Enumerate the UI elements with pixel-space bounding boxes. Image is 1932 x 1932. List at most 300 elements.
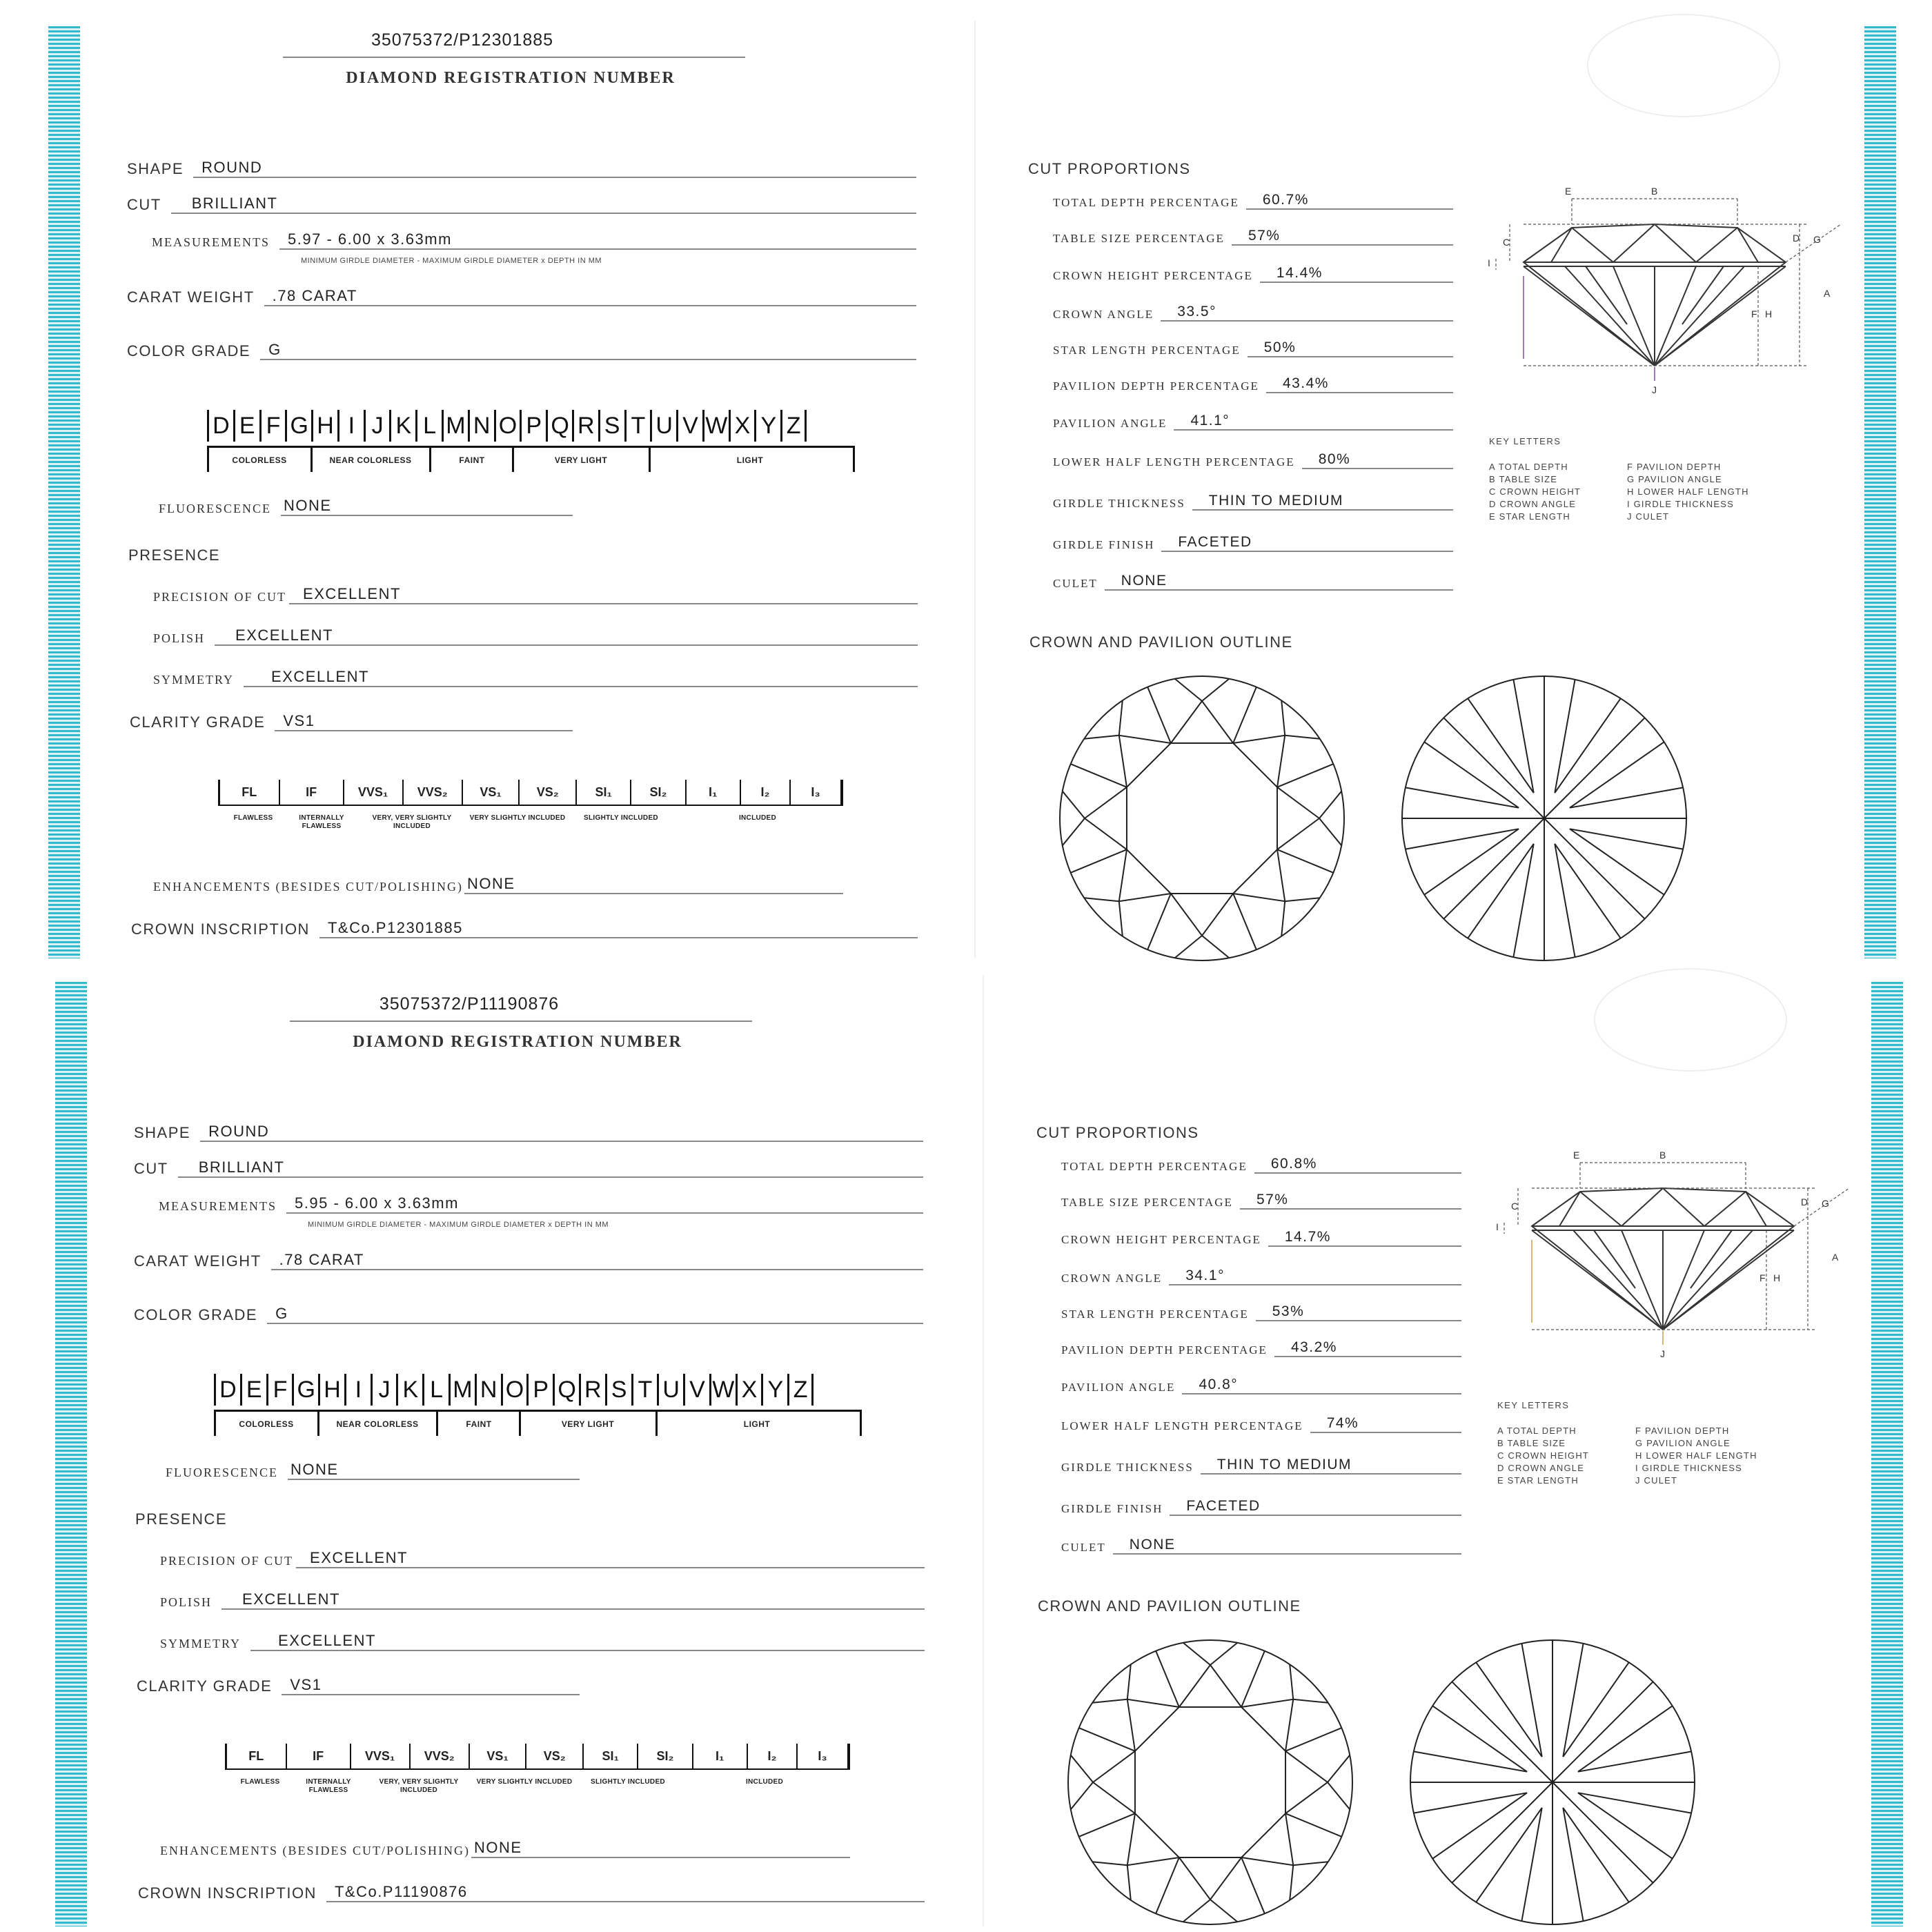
registration-heading: DIAMOND REGISTRATION NUMBER xyxy=(353,1033,682,1051)
girdle-thickness-label: GIRDLE THICKNESS xyxy=(1061,1461,1194,1474)
lower-half-facet xyxy=(1563,1808,1628,1921)
inscription-label: CROWN INSCRIPTION xyxy=(138,1884,317,1902)
star-facet xyxy=(1179,1665,1241,1707)
upper-girdle-edge xyxy=(1281,901,1285,936)
culet-label: CULET xyxy=(1053,577,1098,590)
color-scale-letter: R xyxy=(579,1374,605,1406)
clarity-scale-grade: I₁ xyxy=(693,1744,748,1768)
color-scale-letter: K xyxy=(396,1374,422,1406)
polish-label: POLISH xyxy=(160,1595,213,1609)
lower-half-facet xyxy=(1406,829,1519,894)
color-scale-letter: S xyxy=(605,1374,631,1406)
crown-angle-value: 33.5° xyxy=(1161,304,1453,322)
upper-girdle-edge xyxy=(1293,1699,1328,1703)
clarity-scale-grade: VVS₂ xyxy=(411,1744,470,1768)
pavilion-outline-diagram xyxy=(1399,673,1689,963)
enhancements-value: NONE xyxy=(464,875,843,894)
clarity-scale-grade: SI₂ xyxy=(631,780,686,805)
carat-value: .78 CARAT xyxy=(271,1251,923,1270)
enhancements-value: NONE xyxy=(471,1839,850,1858)
shape-value: ROUND xyxy=(193,159,916,178)
key-letter-i: I GIRDLE THICKNESS xyxy=(1627,499,1735,509)
key-letter-f: F PAVILION DEPTH xyxy=(1635,1426,1730,1436)
table-facet xyxy=(1127,743,1277,894)
bezel-edge xyxy=(1147,687,1171,743)
girdle-finish-field xyxy=(1053,527,1453,552)
color-scale-letter: Y xyxy=(761,1374,787,1406)
inscription-label: CROWN INSCRIPTION xyxy=(131,920,310,938)
color-scale-letter: H xyxy=(318,1374,344,1406)
diagram-letter-d: D xyxy=(1801,1196,1808,1208)
clarity-group-vvs: VERY, VERY SLIGHTLY INCLUDED xyxy=(379,1778,459,1794)
shape-field xyxy=(134,1114,923,1142)
clarity-group-si: SLIGHTLY INCLUDED xyxy=(584,814,658,822)
upper-girdle-edge xyxy=(1202,936,1229,958)
key-letter-c: C CROWN HEIGHT xyxy=(1489,486,1581,497)
inscription-field xyxy=(138,1875,925,1902)
color-grade-value: G xyxy=(267,1305,923,1324)
diagram-letter-j: J xyxy=(1652,384,1657,395)
girdle-finish-field xyxy=(1061,1491,1461,1516)
color-group-near-colorless: NEAR COLORLESS xyxy=(329,455,412,465)
color-scale-letter: H xyxy=(311,410,337,442)
table-size-label: TABLE SIZE PERCENTAGE xyxy=(1053,232,1225,245)
bezel-edge xyxy=(1233,894,1256,949)
key-letter-a: A TOTAL DEPTH xyxy=(1489,462,1568,472)
girdle-circle xyxy=(1068,1640,1352,1924)
color-scale-letter: G xyxy=(285,410,311,442)
color-scale-letter: E xyxy=(240,1374,266,1406)
clarity-group-vs: VERY SLIGHTLY INCLUDED xyxy=(469,814,566,822)
pavilion-angle-field xyxy=(1061,1370,1461,1394)
clarity-scale-grade: SI₁ xyxy=(577,780,631,805)
upper-girdle-edge xyxy=(1119,700,1123,736)
pavilion-depth-label: PAVILION DEPTH PERCENTAGE xyxy=(1061,1343,1268,1357)
color-scale-letter: J xyxy=(371,1374,397,1406)
color-scale-letter: W xyxy=(702,410,729,442)
key-letter-h: H LOWER HALF LENGTH xyxy=(1635,1450,1757,1461)
diagram-letter-b: B xyxy=(1651,186,1658,197)
star-facet xyxy=(1171,701,1233,743)
lower-half-value: 80% xyxy=(1302,451,1453,469)
bezel-edge xyxy=(1147,894,1171,949)
upper-girdle-edge xyxy=(1071,1782,1093,1809)
key-letters-right xyxy=(1627,461,1749,523)
color-scale xyxy=(207,410,807,442)
crown-height-label: CROWN HEIGHT PERCENTAGE xyxy=(1061,1233,1261,1246)
star-length-value: 50% xyxy=(1248,339,1453,357)
measurements-field xyxy=(159,1186,923,1214)
upper-girdle-edge xyxy=(1063,818,1085,845)
outline-heading: CROWN AND PAVILION OUTLINE xyxy=(1029,633,1293,651)
color-scale-letter: Q xyxy=(553,1374,579,1406)
enhancements-field xyxy=(153,867,843,894)
diagram-letter-j: J xyxy=(1660,1348,1665,1359)
upper-girdle-edge xyxy=(1210,1900,1237,1922)
upper-girdle-edge xyxy=(1092,1862,1127,1865)
cut-field xyxy=(127,186,916,214)
registration-rule xyxy=(283,57,745,58)
clarity-group-internally-flawless: INTERNALLY FLAWLESS xyxy=(299,814,344,830)
total-depth-value: 60.8% xyxy=(1254,1156,1461,1174)
cut-value: BRILLIANT xyxy=(171,195,916,214)
color-scale-letter: V xyxy=(676,410,702,442)
diagram-letter-g: G xyxy=(1822,1198,1829,1209)
color-group-near-colorless: NEAR COLORLESS xyxy=(336,1419,419,1429)
color-scale-letter: P xyxy=(520,410,546,442)
color-group-very-light: VERY LIGHT xyxy=(561,1419,615,1429)
measurements-field xyxy=(152,222,916,250)
clarity-group-si: SLIGHTLY INCLUDED xyxy=(591,1778,665,1786)
star-length-value: 53% xyxy=(1256,1303,1461,1321)
table-size-value: 57% xyxy=(1232,228,1453,246)
star-facet xyxy=(1119,736,1171,787)
registration-number: 35075372/P11190876 xyxy=(379,994,560,1014)
crown-height-value: 14.4% xyxy=(1260,265,1453,283)
color-scale-letter: Y xyxy=(754,410,780,442)
bezel-edge xyxy=(1285,1728,1341,1751)
color-scale-letter: L xyxy=(422,1374,448,1406)
key-letter-d: D CROWN ANGLE xyxy=(1497,1463,1585,1473)
carat-field xyxy=(134,1243,923,1270)
measurements-value: 5.97 - 6.00 x 3.63mm xyxy=(279,230,916,250)
star-facet xyxy=(1285,1751,1328,1813)
color-grade-value: G xyxy=(260,341,916,360)
diagram-letter-h: H xyxy=(1765,308,1773,319)
key-letters-heading: KEY LETTERS xyxy=(1489,436,1561,446)
total-depth-value: 60.7% xyxy=(1246,192,1453,210)
crown-angle-label: CROWN ANGLE xyxy=(1061,1272,1163,1285)
pavilion-depth-field xyxy=(1053,368,1453,393)
color-group-very-light: VERY LIGHT xyxy=(554,455,608,465)
diagram-letter-c: C xyxy=(1503,237,1510,248)
color-scale-letter: F xyxy=(266,1374,293,1406)
lower-half-facet xyxy=(1414,1706,1527,1771)
key-letter-e: E STAR LENGTH xyxy=(1489,511,1570,522)
girdle-thickness-value: THIN TO MEDIUM xyxy=(1192,493,1453,511)
key-letter-g: G PAVILION ANGLE xyxy=(1635,1438,1731,1448)
upper-girdle-edge xyxy=(1285,736,1320,739)
upper-girdle-edge xyxy=(1119,901,1123,936)
bezel-edge xyxy=(1277,764,1333,787)
upper-girdle-edge xyxy=(1290,1865,1293,1900)
diagram-letter-f: F xyxy=(1751,308,1757,319)
clarity-scale-base xyxy=(225,1768,850,1770)
cut-label: CUT xyxy=(127,196,161,213)
clarity-scale-base xyxy=(218,805,843,806)
star-facet xyxy=(1277,787,1319,849)
enhancements-label: ENHANCEMENTS (BESIDES CUT/POLISHING) xyxy=(160,1844,470,1857)
color-scale-letter: Z xyxy=(780,410,807,442)
crown-outline-diagram xyxy=(1057,673,1347,963)
total-depth-label: TOTAL DEPTH PERCENTAGE xyxy=(1053,196,1239,209)
diagram-letter-b: B xyxy=(1659,1150,1666,1161)
total-depth-field xyxy=(1053,185,1453,210)
diagram-letter-c: C xyxy=(1511,1201,1519,1212)
fluorescence-label: FLUORESCENCE xyxy=(159,502,272,515)
presence-heading: PRESENCE xyxy=(128,546,221,564)
polish-label: POLISH xyxy=(153,631,206,645)
crown-angle-field xyxy=(1053,297,1453,322)
certificate-left-page xyxy=(90,968,980,1931)
lower-half-facet xyxy=(1476,1808,1541,1921)
pavilion-depth-value: 43.4% xyxy=(1266,375,1453,393)
clarity-group-flawless: FLAWLESS xyxy=(240,1778,280,1786)
lower-half-label: LOWER HALF LENGTH PERCENTAGE xyxy=(1061,1419,1303,1432)
symmetry-label: SYMMETRY xyxy=(153,673,235,687)
girdle-finish-label: GIRDLE FINISH xyxy=(1053,538,1155,551)
carat-label: CARAT WEIGHT xyxy=(127,288,255,306)
pavilion-angle-label: PAVILION ANGLE xyxy=(1053,417,1167,430)
pavilion-angle-label: PAVILION ANGLE xyxy=(1061,1381,1176,1394)
symmetry-field xyxy=(160,1624,925,1651)
color-scale-letter: L xyxy=(415,410,442,442)
star-facet xyxy=(1241,1699,1293,1751)
diagram-letter-h: H xyxy=(1773,1272,1781,1283)
bezel-edge xyxy=(1071,849,1127,873)
bezel-edge xyxy=(1156,1651,1179,1707)
table-facet xyxy=(1135,1707,1285,1857)
clarity-group-flawless: FLAWLESS xyxy=(233,814,273,822)
lower-half-facet xyxy=(1570,742,1683,807)
clarity-scale-grade: I₃ xyxy=(791,780,843,805)
color-scale xyxy=(214,1374,814,1406)
lower-half-facet xyxy=(1578,1706,1691,1771)
crown-angle-field xyxy=(1061,1261,1461,1285)
clarity-scale-grade: IF xyxy=(280,780,344,805)
girdle-thickness-value: THIN TO MEDIUM xyxy=(1201,1457,1461,1475)
measurements-note: MINIMUM GIRDLE DIAMETER - MAXIMUM GIRDLE DIAMETER x DEPTH IN MM xyxy=(301,257,602,265)
clarity-grade-value: VS1 xyxy=(275,712,573,731)
girdle-thickness-field xyxy=(1053,486,1453,511)
clarity-scale-grade: VS₂ xyxy=(526,1744,584,1768)
fluorescence-field xyxy=(159,489,573,516)
color-scale-letter: U xyxy=(650,410,676,442)
polish-value: EXCELLENT xyxy=(215,627,918,646)
culet-label: CULET xyxy=(1061,1541,1106,1554)
clarity-scale-grade: VS₂ xyxy=(520,780,577,805)
outline-heading: CROWN AND PAVILION OUTLINE xyxy=(1038,1597,1301,1615)
culet-value: NONE xyxy=(1105,573,1453,591)
symmetry-label: SYMMETRY xyxy=(160,1637,241,1650)
color-group-light: LIGHT xyxy=(743,1419,771,1429)
color-scale-letter: O xyxy=(501,1374,527,1406)
clarity-scale-grade: IF xyxy=(287,1744,351,1768)
clarity-group-vvs: VERY, VERY SLIGHTLY INCLUDED xyxy=(372,814,452,830)
girdle-finish-value: FACETED xyxy=(1161,534,1453,552)
diagram-letter-i: I xyxy=(1488,257,1490,268)
pavilion-angle-value: 40.8° xyxy=(1182,1377,1461,1394)
color-scale-letter: N xyxy=(475,1374,501,1406)
star-facet xyxy=(1171,894,1233,936)
left-security-stripe xyxy=(55,982,87,1926)
key-letters-heading: KEY LETTERS xyxy=(1497,1400,1570,1410)
bezel-edge xyxy=(1241,1857,1265,1913)
upper-girdle-edge xyxy=(1183,1643,1210,1665)
star-length-field xyxy=(1061,1297,1461,1321)
bezel-edge xyxy=(1241,1651,1265,1707)
upper-girdle-edge xyxy=(1183,1900,1210,1922)
certificate-1 xyxy=(0,0,1932,963)
key-letter-h: H LOWER HALF LENGTH xyxy=(1627,486,1749,497)
registration-rule xyxy=(290,1021,752,1022)
star-facet xyxy=(1127,1813,1179,1865)
left-security-stripe xyxy=(48,26,80,958)
color-scale-letter: T xyxy=(624,410,651,442)
clarity-grade-value: VS1 xyxy=(282,1676,580,1695)
girdle-finish-value: FACETED xyxy=(1170,1498,1461,1516)
clarity-grade-field xyxy=(137,1668,580,1695)
star-length-label: STAR LENGTH PERCENTAGE xyxy=(1061,1308,1249,1321)
bezel-edge xyxy=(1079,1728,1135,1751)
certificate-2 xyxy=(0,968,1932,1931)
color-grade-label: COLOR GRADE xyxy=(127,342,251,359)
crown-height-value: 14.7% xyxy=(1268,1229,1461,1247)
clarity-scale-grade: FL xyxy=(218,780,280,805)
total-depth-label: TOTAL DEPTH PERCENTAGE xyxy=(1061,1160,1248,1173)
precision-field xyxy=(160,1541,925,1568)
key-letters-right xyxy=(1635,1425,1757,1487)
upper-girdle-edge xyxy=(1175,936,1202,958)
measurements-note: MINIMUM GIRDLE DIAMETER - MAXIMUM GIRDLE DIAMETER x DEPTH IN MM xyxy=(308,1221,609,1229)
shape-value: ROUND xyxy=(200,1123,923,1142)
inscription-value: T&Co.P11190876 xyxy=(326,1883,925,1902)
color-group-faint: FAINT xyxy=(459,455,485,465)
color-scale-letter: E xyxy=(233,410,259,442)
star-facet xyxy=(1233,849,1285,901)
shape-label: SHAPE xyxy=(134,1124,191,1141)
color-scale-letter: P xyxy=(526,1374,553,1406)
lower-half-label: LOWER HALF LENGTH PERCENTAGE xyxy=(1053,455,1295,469)
crown-angle-value: 34.1° xyxy=(1169,1268,1461,1285)
precision-label: PRECISION OF CUT xyxy=(160,1554,294,1568)
carat-label: CARAT WEIGHT xyxy=(134,1252,262,1270)
clarity-scale-grade: VS₁ xyxy=(470,1744,527,1768)
diamond-profile-diagram xyxy=(1482,179,1855,400)
color-scale-letter: N xyxy=(468,410,494,442)
clarity-scale-grade: SI₁ xyxy=(584,1744,638,1768)
color-grade-label: COLOR GRADE xyxy=(134,1306,258,1323)
color-scale-letter: M xyxy=(448,1374,475,1406)
key-letter-g: G PAVILION ANGLE xyxy=(1627,474,1722,484)
color-scale-letter: I xyxy=(337,410,364,442)
color-scale-letter: F xyxy=(259,410,286,442)
clarity-scale-grade: VS₁ xyxy=(463,780,520,805)
star-facet xyxy=(1119,849,1171,901)
polish-value: EXCELLENT xyxy=(221,1590,925,1610)
page-fold xyxy=(974,21,976,958)
pavilion-depth-value: 43.2% xyxy=(1274,1339,1461,1357)
polish-field xyxy=(153,618,918,646)
certificate-separator xyxy=(0,963,1932,968)
color-scale-letter: I xyxy=(344,1374,371,1406)
carat-value: .78 CARAT xyxy=(264,287,916,306)
clarity-scale-grade: SI₂ xyxy=(638,1744,693,1768)
diagram-letter-a: A xyxy=(1832,1252,1839,1263)
color-scale-letter: G xyxy=(292,1374,318,1406)
shape-label: SHAPE xyxy=(127,160,184,177)
color-scale-letter: M xyxy=(442,410,468,442)
upper-girdle-edge xyxy=(1063,791,1085,818)
color-scale-letter: S xyxy=(598,410,624,442)
table-size-field xyxy=(1053,221,1453,246)
shape-field xyxy=(127,150,916,178)
star-facet xyxy=(1093,1751,1135,1813)
color-scale-letter: W xyxy=(709,1374,736,1406)
color-scale-letter: U xyxy=(657,1374,683,1406)
key-letter-b: B TABLE SIZE xyxy=(1497,1438,1566,1448)
color-scale-letter: Z xyxy=(787,1374,814,1406)
crown-outline-diagram xyxy=(1065,1637,1355,1927)
clarity-group-included: INCLUDED xyxy=(738,814,777,822)
color-group-faint: FAINT xyxy=(466,1419,492,1429)
clarity-scale-grade: VVS₁ xyxy=(351,1744,411,1768)
precision-value: EXCELLENT xyxy=(289,585,918,604)
table-size-value: 57% xyxy=(1240,1192,1461,1210)
color-scale-letter: D xyxy=(214,1374,240,1406)
star-length-label: STAR LENGTH PERCENTAGE xyxy=(1053,344,1241,357)
upper-girdle-edge xyxy=(1084,898,1119,901)
lower-half-facet xyxy=(1578,1793,1691,1858)
lower-half-value: 74% xyxy=(1310,1415,1461,1433)
crown-height-field xyxy=(1053,258,1453,283)
upper-girdle-edge xyxy=(1084,736,1119,739)
color-scale-letter: T xyxy=(631,1374,658,1406)
pavilion-angle-field xyxy=(1053,406,1453,431)
registration-heading: DIAMOND REGISTRATION NUMBER xyxy=(346,69,676,87)
symmetry-value: EXCELLENT xyxy=(250,1632,925,1651)
fluorescence-label: FLUORESCENCE xyxy=(166,1466,279,1479)
clarity-scale xyxy=(225,1744,850,1768)
key-letter-a: A TOTAL DEPTH xyxy=(1497,1426,1577,1436)
certificate-left-page xyxy=(83,0,973,963)
clarity-scale-grade: I₁ xyxy=(687,780,741,805)
diagram-letter-d: D xyxy=(1793,233,1800,244)
diagram-letter-i: I xyxy=(1496,1221,1499,1232)
enhancements-field xyxy=(160,1831,850,1858)
key-letter-d: D CROWN ANGLE xyxy=(1489,499,1577,509)
precision-value: EXCELLENT xyxy=(296,1549,925,1568)
upper-girdle-edge xyxy=(1281,700,1285,736)
star-facet xyxy=(1233,736,1285,787)
lower-half-facet xyxy=(1555,680,1620,793)
clarity-grade-label: CLARITY GRADE xyxy=(137,1677,273,1695)
clarity-group-included: INCLUDED xyxy=(745,1778,784,1786)
diagram-letter-g: G xyxy=(1813,234,1821,245)
clarity-scale-grade: FL xyxy=(225,1744,287,1768)
girdle-circle xyxy=(1060,676,1344,960)
page-fold xyxy=(983,975,984,1926)
crown-height-field xyxy=(1061,1222,1461,1247)
key-letter-j: J CULET xyxy=(1635,1475,1678,1486)
girdle-thickness-field xyxy=(1061,1450,1461,1475)
key-letter-c: C CROWN HEIGHT xyxy=(1497,1450,1590,1461)
diamond-profile-diagram xyxy=(1490,1143,1863,1364)
lower-half-facet xyxy=(1468,680,1533,793)
clarity-scale xyxy=(218,780,843,805)
color-scale-letter: R xyxy=(572,410,598,442)
table-size-label: TABLE SIZE PERCENTAGE xyxy=(1061,1196,1233,1209)
lower-half-facet xyxy=(1414,1793,1527,1858)
cut-label: CUT xyxy=(134,1160,168,1177)
fluorescence-value: NONE xyxy=(288,1461,580,1480)
cut-value: BRILLIANT xyxy=(178,1159,923,1178)
upper-girdle-edge xyxy=(1127,1664,1131,1699)
star-facet xyxy=(1241,1813,1293,1865)
registration-number: 35075372/P12301885 xyxy=(371,30,554,50)
key-letter-e: E STAR LENGTH xyxy=(1497,1475,1579,1486)
right-security-stripe xyxy=(1871,982,1903,1926)
